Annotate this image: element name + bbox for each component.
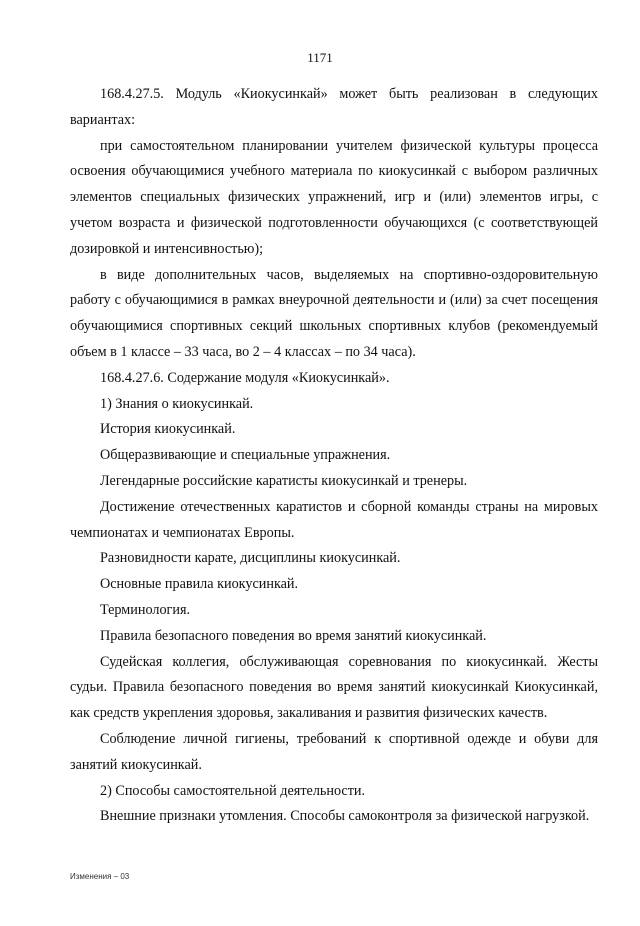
paragraph: Внешние признаки утомления. Способы самоконтроля за физической нагрузкой. [100,808,590,825]
footer-note: Изменения – 03 [70,872,130,881]
paragraph: Соблюдение личной гигиены, требований к спортивной одежде и обуви для занятий киокусинкай. [70,730,598,773]
paragraph: 2) Способы самостоятельной деятельности. [100,782,366,799]
paragraph: в виде дополнительных часов, выделяемых на спортивно-оздоровительную работу с обучающимися в рамках внеурочной деятельности и (или) за счет посещения обучающимися спортивных секций школьных спортивных клубов (рекомендуемый объем в 1 классе – 33 часа, во 2 – 4 классах – по 34 часа). [70,266,598,360]
paragraph: Терминология. [100,601,191,618]
paragraph: Разновидности карате, дисциплины киокусинкай. [100,550,401,567]
paragraph: 168.4.27.5. Модуль «Киокусинкай» может быть реализован в следующих вариантах: [70,86,598,128]
paragraph: Правила безопасного поведения во время занятий киокусинкай. [100,627,487,644]
paragraph: 168.4.27.6. Содержание модуля «Киокусинкай». [100,369,390,386]
paragraph: Общеразвивающие и специальные упражнения. [100,447,391,464]
paragraph: при самостоятельном планировании учителем физической культуры процесса освоения обучающимися учебного материала по киокусинкай с выбором различных элементов специальных физических упражнений, игр и (или) элементов игры, с учетом возраста и физической подготовленности обучающихся (с соответствующей дозировкой и интенсивностью); [70,137,598,257]
body-text [70,82,598,830]
paragraph: Достижение отечественных каратистов и сборной команды страны на мировых чемпионатах и чемпионатах Европы. [70,498,598,541]
paragraph: Судейская коллегия, обслуживающая соревнования по киокусинкай. Жесты судьи. Правила безопасного поведения во время занятий киокусинкай Киокусинкай, как средств укрепления здоровья, закаливания и развития физических качеств. [70,653,598,722]
paragraph: Основные правила киокусинкай. [100,576,299,593]
paragraph: 1) Знания о киокусинкай. [100,395,254,412]
paragraph: История киокусинкай. [100,421,236,438]
page-number: 1171 [307,50,333,65]
paragraph: Легендарные российские каратисты киокусинкай и тренеры. [100,472,468,489]
